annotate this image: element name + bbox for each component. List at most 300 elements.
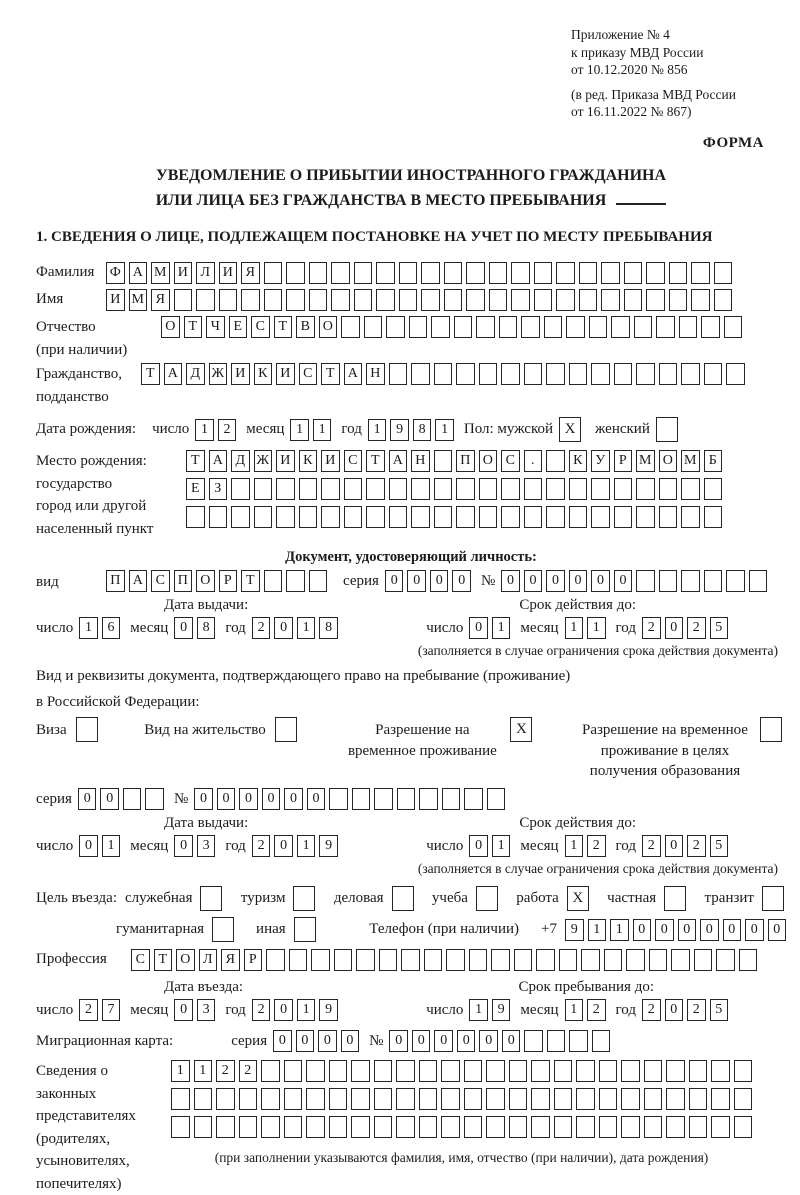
name-row — [36, 289, 786, 311]
char-box — [396, 1060, 415, 1082]
char-box: 2 — [687, 835, 706, 857]
char-box: 0 — [274, 835, 293, 857]
guardians-row1-boxes — [171, 1060, 752, 1082]
char-box: О — [176, 949, 195, 971]
char-box: 2 — [687, 617, 706, 639]
char-box — [636, 506, 655, 528]
option-temp-residence-education — [579, 717, 782, 781]
char-box — [469, 949, 488, 971]
char-box — [331, 262, 350, 284]
year-label: год — [225, 1001, 246, 1018]
month-label: месяц — [130, 837, 169, 854]
surname-row — [36, 262, 786, 284]
char-box: П — [456, 450, 475, 472]
char-box: И — [276, 450, 295, 472]
permit-issue-month-boxes — [174, 835, 215, 857]
char-box: 0 — [100, 788, 119, 810]
char-box — [419, 1060, 438, 1082]
char-box: 3 — [197, 835, 216, 857]
option-residence-permit — [144, 717, 296, 742]
char-box — [419, 1116, 438, 1138]
char-box: Т — [186, 450, 205, 472]
char-box: 9 — [319, 999, 338, 1021]
char-box: Б — [704, 450, 723, 472]
char-box: 0 — [655, 919, 674, 941]
char-box — [396, 1116, 415, 1138]
char-box — [196, 289, 215, 311]
char-box: 0 — [79, 835, 98, 857]
valid-month-boxes — [565, 617, 606, 639]
char-box — [261, 1060, 280, 1082]
stay-day-boxes — [469, 999, 510, 1021]
char-box: 0 — [501, 570, 520, 592]
char-box — [681, 570, 700, 592]
permit-valid-date-group — [426, 835, 728, 857]
birthplace-label-line: город или другой — [36, 498, 147, 515]
char-box — [701, 316, 720, 338]
char-box — [216, 1088, 235, 1110]
char-box — [386, 316, 405, 338]
char-box: В — [296, 316, 315, 338]
revision-reference — [571, 86, 766, 121]
char-box — [576, 1060, 595, 1082]
char-box — [419, 1088, 438, 1110]
char-box: 2 — [218, 419, 237, 441]
char-box: 0 — [591, 570, 610, 592]
char-box — [231, 478, 250, 500]
char-box — [424, 949, 443, 971]
purpose-study — [432, 886, 498, 911]
entry-date-group — [36, 999, 338, 1021]
char-box — [487, 788, 506, 810]
char-box — [456, 506, 475, 528]
char-box: 0 — [174, 617, 193, 639]
char-box: З — [209, 478, 228, 500]
char-box — [434, 363, 453, 385]
residence-doc-line2: в Российской Федерации: — [36, 694, 200, 711]
profession-boxes — [131, 949, 757, 971]
char-box — [356, 949, 375, 971]
residence-doc-line1: Вид и реквизиты документа, подтверждающего право на пребывание (проживание) — [36, 668, 571, 685]
char-box: 0 — [665, 999, 684, 1021]
phone-boxes — [565, 919, 786, 941]
char-box — [284, 1060, 303, 1082]
char-box: 1 — [290, 419, 309, 441]
phone-group — [369, 919, 786, 941]
option-visa-label: Виза — [36, 722, 67, 739]
char-box — [231, 506, 250, 528]
char-box — [614, 506, 633, 528]
char-box: 0 — [407, 570, 426, 592]
char-box — [681, 363, 700, 385]
char-box — [194, 1088, 213, 1110]
char-box — [299, 506, 318, 528]
valid-day-boxes — [469, 617, 510, 639]
char-box — [374, 1088, 393, 1110]
char-box — [174, 289, 193, 311]
char-box: Д — [231, 450, 250, 472]
char-box: Р — [244, 949, 263, 971]
char-box — [531, 1116, 550, 1138]
day-label: число — [426, 619, 464, 636]
char-box — [194, 1116, 213, 1138]
char-box — [589, 316, 608, 338]
char-box: 1 — [492, 835, 511, 857]
patronymic-label-line2: (при наличии) — [36, 341, 128, 358]
char-box: Я — [151, 289, 170, 311]
permit-series-label: серия — [36, 790, 72, 807]
char-box — [511, 289, 530, 311]
citizenship-label — [36, 363, 141, 408]
char-box — [286, 570, 305, 592]
char-box: Н — [411, 450, 430, 472]
char-box: 2 — [587, 999, 606, 1021]
char-box: О — [196, 570, 215, 592]
char-box — [351, 1060, 370, 1082]
entry-date-headers — [36, 979, 786, 996]
char-box — [389, 506, 408, 528]
char-box — [334, 949, 353, 971]
char-box — [396, 1088, 415, 1110]
char-box: 1 — [171, 1060, 190, 1082]
char-box — [521, 316, 540, 338]
issued-header: Дата выдачи: — [164, 815, 249, 832]
purpose-humanitarian — [116, 917, 234, 942]
doc-series-label: серия — [343, 572, 379, 589]
char-box — [366, 506, 385, 528]
char-box — [579, 289, 598, 311]
char-box: Т — [274, 316, 293, 338]
birthplace-label — [36, 450, 186, 540]
purpose-other-label: иная — [256, 921, 286, 938]
char-box — [604, 949, 623, 971]
char-box: 1 — [368, 419, 387, 441]
char-box — [464, 788, 483, 810]
birth-year-boxes — [368, 419, 454, 441]
char-box — [491, 949, 510, 971]
char-box: 0 — [665, 617, 684, 639]
char-box — [546, 506, 565, 528]
char-box — [666, 1116, 685, 1138]
month-label: месяц — [520, 619, 559, 636]
char-box: 1 — [435, 419, 454, 441]
char-box: С — [344, 450, 363, 472]
char-box: 3 — [197, 999, 216, 1021]
title-blank-line — [616, 203, 666, 205]
visit-purpose-row — [36, 886, 786, 911]
char-box — [434, 478, 453, 500]
char-box — [444, 289, 463, 311]
char-box — [611, 316, 630, 338]
option-temp-residence-education-label: Разрешение на временное проживание в целях получения образования — [581, 722, 748, 779]
char-box — [456, 478, 475, 500]
permit-valid-day-boxes — [469, 835, 510, 857]
char-box — [566, 316, 585, 338]
char-box — [331, 289, 350, 311]
char-box — [669, 289, 688, 311]
char-box — [441, 1116, 460, 1138]
char-box — [666, 1060, 685, 1082]
char-box — [624, 262, 643, 284]
char-box — [636, 570, 655, 592]
char-box: А — [129, 570, 148, 592]
permit-series-row — [36, 788, 786, 810]
char-box: 2 — [642, 999, 661, 1021]
purpose-humanitarian-checkbox — [212, 917, 234, 942]
char-box — [621, 1088, 640, 1110]
char-box: И — [106, 289, 125, 311]
month-label: месяц — [520, 837, 559, 854]
char-box: 1 — [469, 999, 488, 1021]
purpose-official-checkbox — [200, 886, 222, 911]
char-box — [479, 506, 498, 528]
char-box — [646, 289, 665, 311]
char-box: 0 — [768, 919, 787, 941]
char-box — [554, 1060, 573, 1082]
purpose-transit-checkbox — [762, 886, 784, 911]
char-box: 0 — [274, 999, 293, 1021]
char-box: 1 — [297, 835, 316, 857]
char-box — [689, 1088, 708, 1110]
char-box — [704, 363, 723, 385]
guardians-label-line: попечителях) — [36, 1175, 122, 1192]
char-box — [666, 1088, 685, 1110]
char-box: 0 — [723, 919, 742, 941]
char-box — [476, 316, 495, 338]
char-box — [434, 506, 453, 528]
char-box: 9 — [565, 919, 584, 941]
char-box: 2 — [642, 617, 661, 639]
corner-line: от 16.11.2022 № 867) — [571, 104, 692, 120]
char-box: 9 — [319, 835, 338, 857]
char-box: 0 — [546, 570, 565, 592]
char-box: Е — [186, 478, 205, 500]
char-box: О — [319, 316, 338, 338]
char-box — [509, 1116, 528, 1138]
char-box — [209, 506, 228, 528]
purpose-official-label: служебная — [124, 890, 193, 907]
sex-male-checkbox: X — [559, 417, 581, 442]
char-box: 0 — [239, 788, 258, 810]
char-box — [219, 289, 238, 311]
char-box — [321, 478, 340, 500]
char-box — [364, 316, 383, 338]
guardians-label-line: представителях — [36, 1108, 136, 1125]
char-box — [704, 478, 723, 500]
char-box — [352, 788, 371, 810]
char-box: 6 — [102, 617, 121, 639]
char-box — [546, 363, 565, 385]
char-box — [264, 570, 283, 592]
guardians-label-line: законных — [36, 1085, 97, 1102]
char-box: 0 — [174, 999, 193, 1021]
birth-month-boxes — [290, 419, 331, 441]
day-label: число — [426, 1001, 464, 1018]
char-box — [306, 1116, 325, 1138]
char-box: 0 — [665, 835, 684, 857]
char-box — [411, 363, 430, 385]
char-box — [309, 262, 328, 284]
form-title-line1: УВЕДОМЛЕНИЕ О ПРИБЫТИИ ИНОСТРАННОГО ГРАЖДАНИНА — [155, 166, 667, 184]
char-box — [599, 1060, 618, 1082]
char-box — [329, 1088, 348, 1110]
char-box — [374, 1116, 393, 1138]
permit-issue-year-boxes — [252, 835, 338, 857]
month-label: месяц — [130, 1001, 169, 1018]
char-box: 0 — [217, 788, 236, 810]
char-box — [264, 289, 283, 311]
char-box — [749, 570, 768, 592]
permit-series-boxes — [78, 788, 164, 810]
char-box — [726, 363, 745, 385]
char-box: А — [209, 450, 228, 472]
permit-issue-day-boxes — [79, 835, 120, 857]
char-box — [681, 506, 700, 528]
char-box: И — [174, 262, 193, 284]
residence-doc-options — [36, 717, 786, 781]
entry-year-boxes — [252, 999, 338, 1021]
char-box — [344, 506, 363, 528]
char-box — [454, 316, 473, 338]
char-box — [479, 363, 498, 385]
char-box: 0 — [633, 919, 652, 941]
char-box: 2 — [687, 999, 706, 1021]
char-box: У — [591, 450, 610, 472]
char-box — [716, 949, 735, 971]
char-box: 1 — [194, 1060, 213, 1082]
birthplace-row1-boxes — [186, 450, 722, 472]
char-box — [659, 363, 678, 385]
char-box — [276, 478, 295, 500]
char-box — [599, 1088, 618, 1110]
birthplace-row3-boxes — [186, 506, 722, 528]
char-box — [649, 949, 668, 971]
form-title — [36, 164, 786, 214]
char-box — [546, 478, 565, 500]
char-box — [524, 478, 543, 500]
char-box — [464, 1088, 483, 1110]
char-box — [421, 289, 440, 311]
char-box — [441, 1060, 460, 1082]
char-box — [576, 1116, 595, 1138]
char-box — [534, 262, 553, 284]
doc-number-label: № — [480, 572, 496, 589]
name-boxes — [106, 289, 732, 311]
year-label: год — [225, 837, 246, 854]
char-box — [714, 262, 733, 284]
char-box — [569, 363, 588, 385]
appendix-reference — [571, 26, 766, 121]
char-box — [354, 289, 373, 311]
char-box: 0 — [262, 788, 281, 810]
char-box — [286, 262, 305, 284]
purpose-transit-label: транзит — [704, 890, 754, 907]
permit-issue-date-group — [36, 835, 338, 857]
char-box: 1 — [565, 617, 584, 639]
char-box — [284, 1088, 303, 1110]
char-box — [286, 289, 305, 311]
char-box: Р — [614, 450, 633, 472]
char-box — [726, 570, 745, 592]
month-label: месяц — [130, 619, 169, 636]
char-box: 0 — [700, 919, 719, 941]
char-box — [704, 506, 723, 528]
char-box — [734, 1088, 753, 1110]
char-box — [376, 262, 395, 284]
char-box — [329, 1116, 348, 1138]
entry-dates — [36, 999, 786, 1021]
char-box — [579, 262, 598, 284]
phone-label: Телефон (при наличии) — [369, 921, 520, 938]
char-box: 0 — [457, 1030, 476, 1052]
year-label: год — [225, 619, 246, 636]
char-box — [544, 316, 563, 338]
stay-date-group — [426, 999, 728, 1021]
char-box — [711, 1060, 730, 1082]
char-box — [351, 1116, 370, 1138]
char-box — [261, 1116, 280, 1138]
char-box — [592, 1030, 611, 1052]
char-box — [216, 1116, 235, 1138]
char-box: С — [151, 570, 170, 592]
surname-label: Фамилия — [36, 264, 95, 281]
purpose-work — [516, 886, 589, 911]
option-temp-residence-label: Разрешение на временное проживание — [347, 722, 497, 759]
validity-note: (заполняется в случае ограничения срока действия документа) — [417, 861, 778, 877]
char-box — [489, 289, 508, 311]
char-box — [694, 949, 713, 971]
char-box — [546, 450, 565, 472]
valid-year-boxes — [642, 617, 728, 639]
char-box — [644, 1116, 663, 1138]
char-box — [681, 478, 700, 500]
char-box — [351, 1088, 370, 1110]
visit-purpose-row2 — [36, 917, 786, 942]
char-box: 0 — [614, 570, 633, 592]
char-box: 0 — [318, 1030, 337, 1052]
char-box — [501, 363, 520, 385]
corner-line: (в ред. Приказа МВД России — [571, 86, 736, 102]
char-box — [344, 478, 363, 500]
char-box — [656, 316, 675, 338]
entry-month-boxes — [174, 999, 215, 1021]
guardians-label-line: усыновителях, — [36, 1153, 130, 1170]
char-box — [644, 1088, 663, 1110]
char-box: Т — [241, 570, 260, 592]
char-box: 1 — [79, 617, 98, 639]
char-box — [466, 289, 485, 311]
purpose-official — [36, 886, 222, 911]
char-box — [531, 1060, 550, 1082]
month-label: месяц — [246, 421, 285, 438]
char-box: 1 — [610, 919, 629, 941]
purpose-work-label: работа — [516, 890, 559, 907]
surname-boxes — [106, 262, 732, 284]
char-box: И — [219, 262, 238, 284]
char-box — [239, 1116, 258, 1138]
char-box — [419, 788, 438, 810]
purpose-transit — [705, 886, 784, 911]
char-box: . — [524, 450, 543, 472]
purpose-other-checkbox — [294, 917, 316, 942]
char-box: И — [276, 363, 295, 385]
char-box — [501, 506, 520, 528]
doc-number-boxes — [501, 570, 767, 592]
char-box: А — [164, 363, 183, 385]
char-box — [554, 1088, 573, 1110]
day-label: число — [152, 421, 190, 438]
char-box — [486, 1088, 505, 1110]
